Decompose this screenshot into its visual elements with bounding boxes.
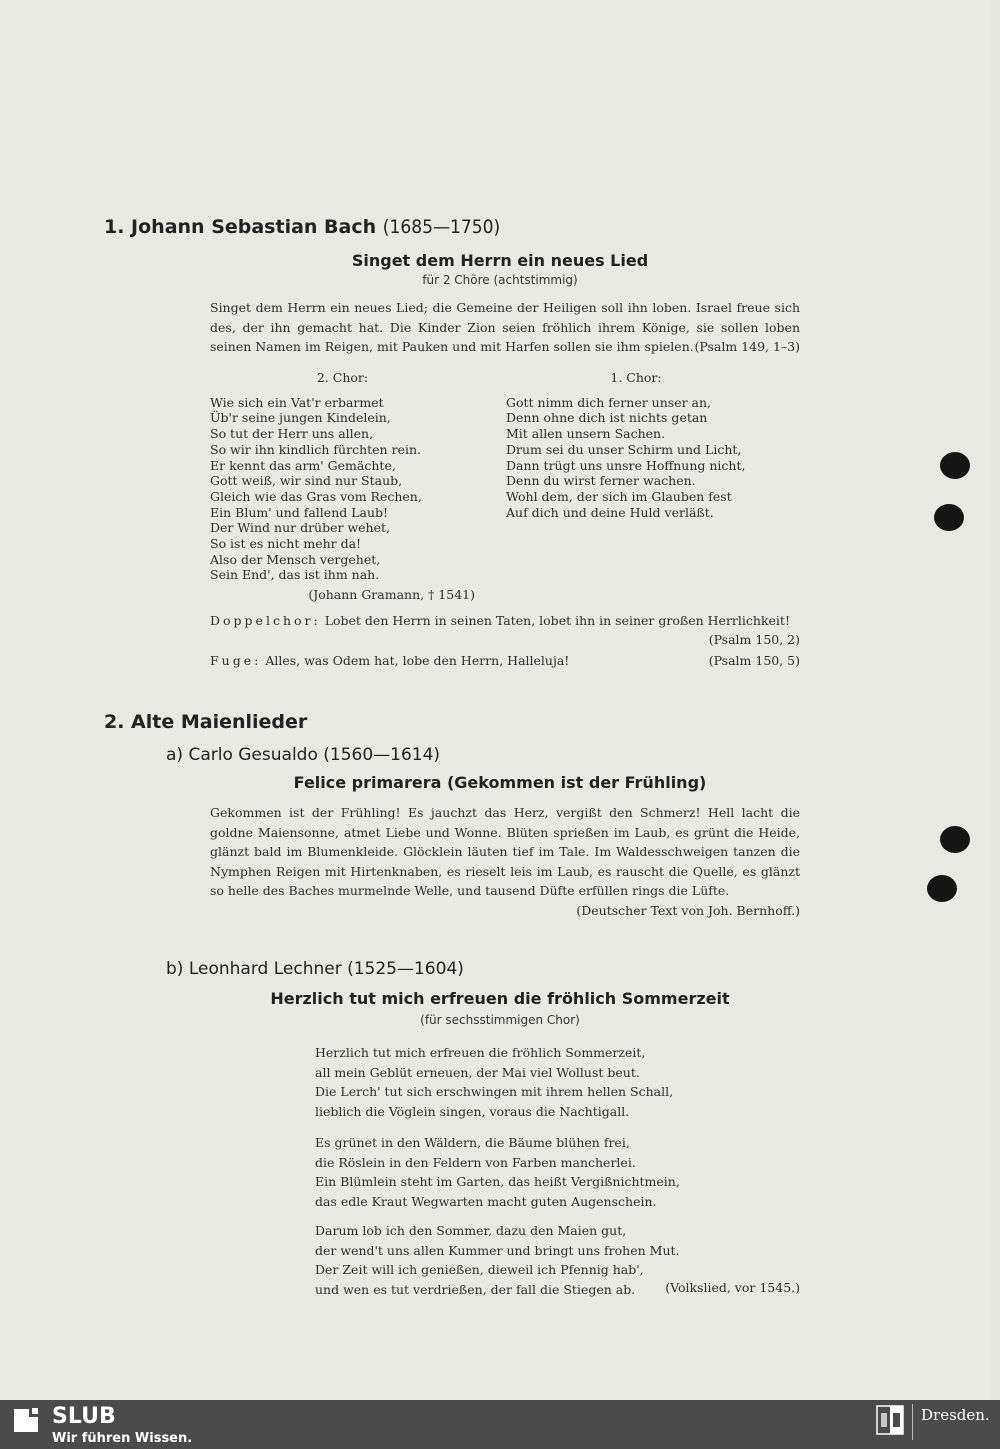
piece-b-source: (Volkslied, vor 1545.) bbox=[665, 1280, 800, 1295]
verse-line: Der Wind nur drüber wehet, bbox=[210, 520, 390, 536]
slub-logo-icon bbox=[11, 1405, 41, 1435]
verse-line: Er kennt das arm' Gemächte, bbox=[210, 457, 396, 473]
section-1-heading bbox=[104, 216, 500, 238]
verse-line: So ist es nicht mehr da! bbox=[210, 536, 362, 552]
piece-subtitle: für 2 Chöre (achtstimmig) bbox=[422, 273, 578, 287]
verse-line: Mit allen unsern Sachen. bbox=[506, 426, 666, 442]
doppelchor-line bbox=[210, 613, 790, 628]
punch-hole bbox=[934, 504, 964, 531]
dresden-wordmark[interactable]: Dresden. bbox=[921, 1406, 990, 1424]
punch-hole bbox=[940, 452, 970, 479]
verse-line: Gleich wie das Gras vom Rechen, bbox=[210, 488, 422, 504]
fuge-source: (Psalm 150, 5) bbox=[708, 653, 800, 668]
section-2-heading: 2. Alte Maienlieder bbox=[104, 711, 308, 733]
doppelchor-source: (Psalm 150, 2) bbox=[708, 632, 800, 647]
composer-b-name: b) Leonhard Lechner bbox=[166, 959, 342, 979]
verse-line: So wir ihn kindlich fürchten rein. bbox=[210, 441, 421, 457]
piece-b-title: Herzlich tut mich erfreuen die fröhlich Sommerzeit bbox=[270, 989, 730, 1008]
piece-b-subtitle: (für sechsstimmigen Chor) bbox=[420, 1013, 580, 1027]
verse-line: Es grünet in den Wäldern, die Bäume blühen frei, bbox=[315, 1135, 630, 1150]
stanza-2 bbox=[315, 1133, 805, 1211]
verse-line: So tut der Herr uns allen, bbox=[210, 426, 374, 442]
fuge-label: Fuge: bbox=[210, 653, 262, 668]
verse-line: Drum sei du unser Schirm und Licht, bbox=[506, 441, 742, 457]
verse-line: Wohl dem, der sich im Glauben fest bbox=[506, 488, 732, 504]
verse-line: Sein End', das ist ihm nah. bbox=[210, 567, 380, 583]
verse-line: Also der Mensch vergehet, bbox=[210, 551, 381, 567]
stanza-1 bbox=[315, 1043, 805, 1121]
verse-line: Wie sich ein Vat'r erbarmet bbox=[210, 394, 384, 410]
fuge-line bbox=[210, 653, 569, 668]
verse-line: Üb'r seine jungen Kindelein, bbox=[210, 410, 391, 426]
psalm-body: Singet dem Herrn ein neues Lied; die Gemeine der Heiligen soll ihn loben. Israel freue sich des, der ihn gemacht hat. Die Kinder Zion seien fröhlich ihrem Könige, sie sollen loben seinen Namen im Reigen, mit Pauken und mit Harfen sollen sie ihm spielen. bbox=[210, 300, 800, 354]
piece-title: Singet dem Herrn ein neues Lied bbox=[351, 251, 649, 270]
piece-a-source: (Deutscher Text von Joh. Bernhoff.) bbox=[576, 902, 800, 918]
psalm-text bbox=[210, 298, 800, 357]
dresden-coat-of-arms-icon bbox=[876, 1405, 904, 1435]
fuge-text: Alles, was Odem hat, lobe den Herrn, Halleluja! bbox=[265, 653, 570, 668]
doppelchor-text: Lobet den Herrn in seinen Taten, lobet ihn in seiner großen Herrlichkeit! bbox=[324, 613, 790, 628]
choir-2-column bbox=[210, 370, 475, 603]
verse-line: der wend't uns allen Kummer und bringt uns frohen Mut. bbox=[315, 1242, 680, 1258]
composer-years: (1685—1750) bbox=[382, 216, 501, 238]
slub-tagline: Wir führen Wissen. bbox=[52, 1431, 193, 1446]
verse-line: Herzlich tut mich erfreuen die fröhlich Sommerzeit, bbox=[315, 1045, 646, 1060]
verse-line: Gott weiß, wir sind nur Staub, bbox=[210, 473, 403, 489]
choir-1-column bbox=[506, 370, 766, 520]
verse-line: Dann trügt uns unsre Hoffnung nicht, bbox=[506, 457, 746, 473]
verse-line: das edle Kraut Wegwarten macht guten Augenschein. bbox=[315, 1193, 657, 1209]
verse-line: und wen es tut verdrießen, der fall die Stiegen ab. bbox=[315, 1281, 636, 1297]
punch-hole bbox=[927, 875, 957, 902]
verse-line: Auf dich und deine Huld verläßt. bbox=[506, 504, 714, 520]
verse-line: Ein Blum' und fallend Laub! bbox=[210, 504, 389, 520]
composer-a-years: (1560—1614) bbox=[323, 745, 441, 765]
composer-name: 1. Johann Sebastian Bach bbox=[104, 216, 377, 238]
choir-1-label: 1. Chor: bbox=[610, 370, 662, 385]
footer-separator bbox=[912, 1404, 913, 1440]
composer-a-name: a) Carlo Gesualdo bbox=[166, 745, 318, 765]
verse-attribution: (Johann Gramann, † 1541) bbox=[308, 587, 475, 603]
verse-line: Darum lob ich den Sommer, dazu den Maien gut, bbox=[315, 1223, 627, 1238]
verse-line: all mein Geblüt erneuen, der Mai viel Wollust beut. bbox=[315, 1064, 640, 1080]
doppelchor-label: Doppelchor: bbox=[210, 613, 321, 628]
verse-line: Der Zeit will ich genießen, dieweil ich Pfennig hab', bbox=[315, 1262, 644, 1278]
verse-line: Denn ohne dich ist nichts getan bbox=[506, 410, 708, 426]
piece-a-text bbox=[210, 803, 800, 920]
footer-bar bbox=[0, 1400, 1000, 1449]
verse-line: Die Lerch' tut sich erschwingen mit ihrem hellen Schall, bbox=[315, 1084, 674, 1100]
composer-b bbox=[166, 959, 464, 979]
verse-line: Ein Blümlein steht im Garten, das heißt Vergißnichtmein, bbox=[315, 1174, 680, 1190]
choir-2-label: 2. Chor: bbox=[316, 370, 369, 385]
composer-a bbox=[166, 745, 440, 765]
composer-b-years: (1525—1604) bbox=[347, 959, 464, 979]
verse-line: Denn du wirst ferner wachen. bbox=[506, 473, 696, 489]
verse-line: Gott nimm dich ferner unser an, bbox=[506, 394, 712, 410]
verse-line: lieblich die Vöglein singen, voraus die Nachtigall. bbox=[315, 1103, 630, 1119]
piece-a-title: Felice primarera (Gekommen ist der Frühling) bbox=[293, 773, 707, 792]
psalm-source: (Psalm 149, 1–3) bbox=[694, 339, 800, 354]
piece-a-body: Gekommen ist der Frühling! Es jauchzt das Herz, vergißt den Schmerz! Hell lacht die goldne Maiensonne, atmet Liebe und Wonne. Blüten sprießen im Laub, es grünt die Heide, glänzt bald im Blumenkleide. Glöcklein läuten tief im Tale. Im Waldesschweigen tanzen die Nymphen Reigen mit Hirtenknaben, es rieselt leis im Laub, es rauscht die Quelle, es glänzt so helle des Baches murmelnde Welle, und tausend Düfte erfüllen rings die Lüfte. bbox=[210, 805, 800, 898]
punch-hole bbox=[940, 826, 970, 853]
slub-brand[interactable]: SLUB bbox=[52, 1404, 116, 1429]
show-through-watermark bbox=[380, 95, 390, 130]
verse-line: die Röslein in den Feldern von Farben mancherlei. bbox=[315, 1154, 636, 1170]
